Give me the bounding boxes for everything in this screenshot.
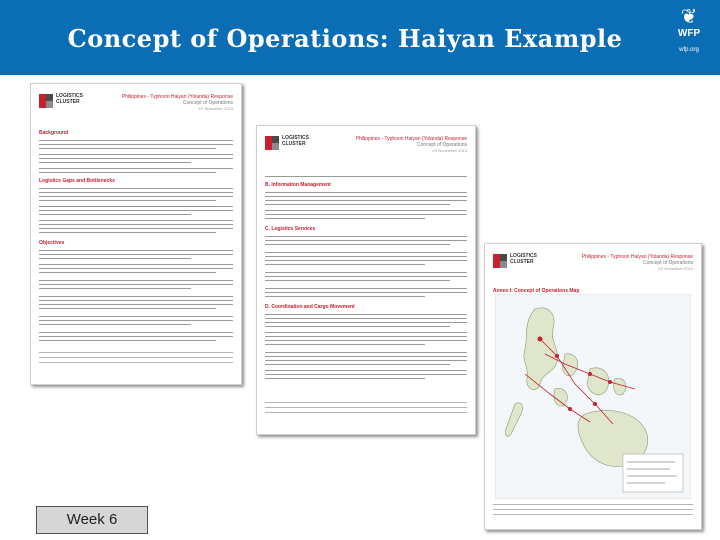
document-title-block xyxy=(122,94,233,112)
document-date: XX November 2013 xyxy=(432,148,467,153)
conops-document-page-2 xyxy=(256,125,476,435)
conops-document-page-1 xyxy=(30,83,242,385)
document-title-block xyxy=(582,254,693,272)
logistics-cluster-wordmark: LOGISTICS CLUSTER xyxy=(282,135,309,147)
wfp-logo xyxy=(664,6,714,66)
wfp-logo-url: wfp.org xyxy=(679,47,699,53)
document-title: Philippines - Typhoon Haiyan (Yolanda) Response xyxy=(355,136,467,142)
section-heading: B. Information Management xyxy=(265,182,331,188)
document-subtitle: Concept of Operations xyxy=(182,100,233,106)
document-header xyxy=(31,84,241,124)
document-title: Philippines - Typhoon Haiyan (Yolanda) Response xyxy=(581,254,693,260)
document-subtitle: Concept of Operations xyxy=(416,142,467,148)
document-header xyxy=(257,126,475,166)
conops-document-map-page xyxy=(484,243,702,530)
document-title-block xyxy=(356,136,467,154)
section-heading: C. Logistics Services xyxy=(265,226,316,232)
title-banner xyxy=(0,0,720,75)
wfp-logo-label: WFP xyxy=(677,28,701,39)
week-label: Week 6 xyxy=(36,506,148,534)
logistics-cluster-logo-icon xyxy=(39,94,53,108)
map-caption: Annex I: Concept of Operations Map xyxy=(493,288,580,294)
section-heading: Logistics Gaps and Bottlenecks xyxy=(39,178,115,184)
document-date: XX November 2013 xyxy=(198,106,233,111)
document-title: Philippines - Typhoon Haiyan (Yolanda) Response xyxy=(121,94,233,100)
logistics-cluster-wordmark: LOGISTICS CLUSTER xyxy=(56,93,83,105)
slide-title: Concept of Operations: Haiyan Example xyxy=(67,24,623,53)
section-heading: D. Coordination and Cargo Movement xyxy=(265,304,355,310)
document-subtitle: Concept of Operations xyxy=(642,260,693,266)
logistics-cluster-wordmark: LOGISTICS CLUSTER xyxy=(510,253,537,265)
logistics-cluster-logo-icon xyxy=(265,136,279,150)
document-date: XX November 2013 xyxy=(658,266,693,271)
laurel-wreath-icon: ❦ xyxy=(680,6,698,28)
logistics-cluster-logo-icon xyxy=(493,254,507,268)
section-heading: Background xyxy=(39,130,69,136)
document-header xyxy=(485,244,701,284)
philippines-logistics-map xyxy=(495,294,691,499)
section-heading: Objectives xyxy=(39,240,65,246)
